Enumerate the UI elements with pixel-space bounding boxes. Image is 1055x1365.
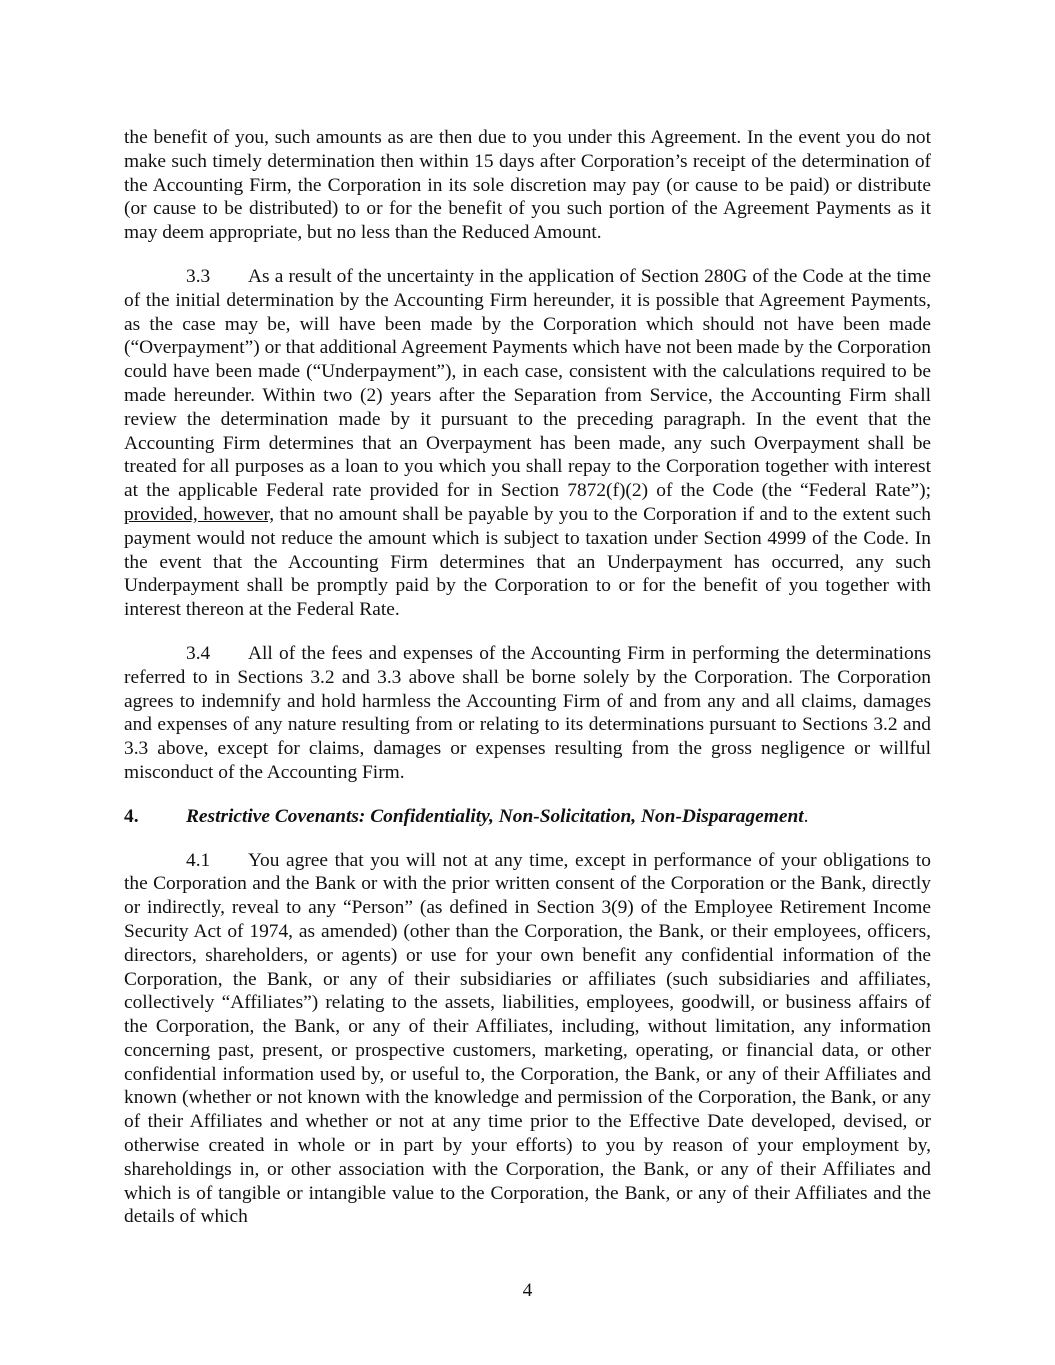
section-3-3-underlined-phrase: provided, however, <box>124 503 275 525</box>
section-4-number: 4. <box>124 805 139 827</box>
section-4-title: Restrictive Covenants: Confidentiality, Non-Solicitation, Non-Disparagement <box>186 805 804 827</box>
section-4-1-paragraph <box>124 849 931 1230</box>
section-4-heading <box>124 805 931 829</box>
document-body <box>124 126 931 1249</box>
section-3-3-number: 3.3 <box>186 265 211 287</box>
section-3-4-paragraph <box>124 642 931 785</box>
continuation-paragraph: the benefit of you, such amounts as are then due to you under this Agreement. In the event you do not make such timely determination then within 15 days after Corporation’s receipt of the determination of the Accounting Firm, the Corporation in its sole discretion may pay (or cause to be paid) or distribute (or cause to be distributed) to or for the benefit of you such portion of the Agreement Payments as it may deem appropriate, but no less than the Reduced Amount. <box>124 127 931 244</box>
section-3-4-number: 3.4 <box>186 642 211 664</box>
section-4-1-text: You agree that you will not at any time, except in performance of your obligations to the Corporation and the Bank or with the prior written consent of the Corporation or the Bank, directly or indirectly, reveal to any “Person” (as defined in Section 3(9) of the Employee Retirement Income Security Act of 1974, as amended) (other than the Corporation, the Bank, or their employees, officers, directors, shareholders, or agents) or use for your own benefit any confidential information of the Corporation, the Bank, or any of their subsidiaries or affiliates (such subsidiaries and affiliates, collectively “Affiliates”) relating to the assets, liabilities, employees, goodwill, or business affairs of the Corporation, the Bank, or any of their Affiliates, including, without limitation, any information concerning past, present, or prospective customers, marketing, operating, or financial data, or other confidential information used by, or useful to, the Corporation, the Bank, or any of their Affiliates and known (whether or not known with the knowledge and permission of the Corporation, the Bank, or any of their Affiliates and whether or not at any time prior to the Effective Date developed, devised, or otherwise created in whole or in part by your efforts) to you by reason of your employment by, shareholdings in, or other association with the Corporation, the Bank, or any of their Affiliates and which is of tangible or intangible value to the Corporation, the Bank, or any of their Affiliates and the details of which <box>124 849 931 1228</box>
section-3-4-text: All of the fees and expenses of the Accounting Firm in performing the determinations referred to in Sections 3.2 and 3.3 above shall be borne solely by the Corporation. The Corporation agrees to indemnify and hold harmless the Accounting Firm of and from any and all claims, damages and expenses of any nature resulting from or relating to its determinations pursuant to Sections 3.2 and 3.3 above, except for claims, damages or expenses resulting from the gross negligence or willful misconduct of the Accounting Firm. <box>124 642 931 783</box>
page-number: 4 <box>522 1280 533 1301</box>
section-4-1-number: 4.1 <box>186 849 211 871</box>
section-3-3-paragraph <box>124 265 931 622</box>
section-3-3-text-b: that no amount shall be payable by you to the Corporation if and to the extent such payment would not reduce the amount which is subject to taxation under Section 4999 of the Code. In the event that the Accounting Firm determines that an Underpayment has occurred, any such Underpayment shall be promptly paid by the Corporation to or for the benefit of you together with interest thereon at the Federal Rate. <box>124 503 931 621</box>
section-4-title-period: . <box>803 805 809 827</box>
section-3-3-text-a: As a result of the uncertainty in the application of Section 280G of the Code at the time of the initial determination by the Accounting Firm hereunder, it is possible that Agreement Payments, as the case may be, will have been made by the Corporation which should not have been made (“Overpayment”) or that additional Agreement Payments which have not been made by the Corporation could have been made (“Underpayment”), in each case, consistent with the calculations required to be made hereunder. Within two (2) years after the Separation from Service, the Accounting Firm shall review the determination made by it pursuant to the preceding paragraph. In the event that the Accounting Firm determines that an Overpayment has been made, any such Overpayment shall be treated for all purposes as a loan to you which you shall repay to the Corporation together with interest at the applicable Federal rate provided for in Section 7872(f)(2) of the Code (the “Federal Rate”); <box>124 265 931 502</box>
